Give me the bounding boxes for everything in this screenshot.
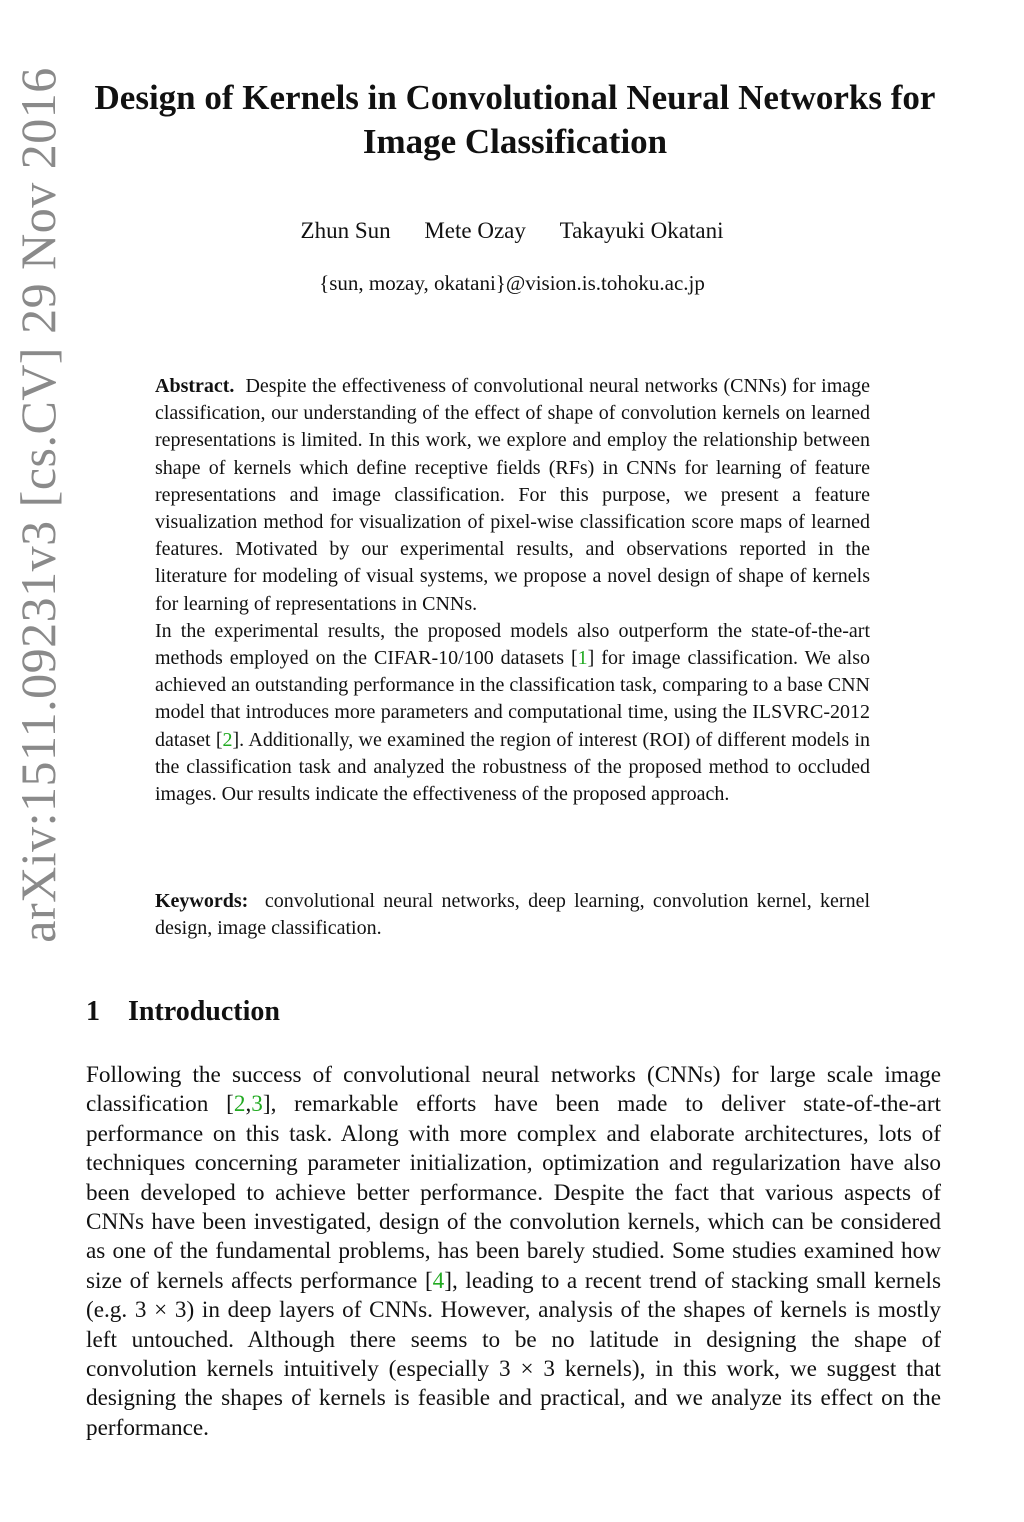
paper-title-line-2: Image Classification [362, 122, 668, 161]
section-heading-introduction [86, 992, 280, 1032]
abstract-paragraph-1 [155, 373, 870, 618]
section-title: Introduction [128, 996, 280, 1027]
author-list [0, 216, 1024, 246]
keywords-text: convolutional neural networks, deep learning, convolution kernel, kernel design, image classification. [155, 890, 871, 940]
introduction-paragraph [86, 1061, 941, 1443]
citation-link[interactable]: 4 [432, 1267, 445, 1294]
author-email: {sun, mozay, okatani}@vision.is.tohoku.ac.jp [319, 271, 705, 295]
arxiv-identifier-stamp: arXiv:1511.09231v3 [cs.CV] 29 Nov 2016 [10, 67, 66, 943]
citation-link[interactable]: 2 [233, 1091, 246, 1118]
abstract [155, 373, 870, 808]
citation-separator: , [245, 1091, 252, 1118]
keywords-label: Keywords: [155, 890, 249, 912]
citation-link[interactable]: 2 [222, 728, 233, 751]
abstract-text: ]. Additionally, we examined the region of interest (ROI) of different models in the classification task and analyzed the robustness of the proposed method to occluded images. Our results indicate the effectiveness of the proposed approach. [155, 728, 871, 806]
abstract-text: In the experimental results, the proposed models also outperform the state-of-the-art methods employed on the CIFAR-10/100 datasets [ [155, 619, 870, 670]
intro-text: ], remarkable efforts have been made to deliver state-of-the-art performance on this task. Along with more complex and elaborate architectures, lots of techniques concerning parameter initialization, optimization and regularization have also been developed to achieve better performance. Despite the fact that various aspects of CNNs have been investigated, design of the convolution kernels, which can be considered as one of the fundamental problems, has been barely studied. Some studies examined how size of kernels affects performance [ [86, 1091, 941, 1294]
citation-link[interactable]: 3 [251, 1091, 263, 1118]
abstract-label: Abstract. [155, 375, 235, 397]
abstract-text: Despite the effectiveness of convolutional neural networks (CNNs) for image classification, our understanding of the effect of shape of convolution kernels on learned representations is limited. In this work, we explore and employ the relationship between shape of kernels which define receptive fields (RFs) in CNNs for learning of feature representations and image classification. For this purpose, we present a feature visualization method for visualization of pixel-wise classification score maps of learned features. Motivated by our experimental results, and observations reported in the literature for modeling of visual systems, we propose a novel design of shape of kernels for learning of representations in CNNs. [155, 375, 871, 615]
author-name: Zhun Sun [300, 218, 391, 243]
abstract-paragraph-2 [155, 618, 870, 808]
intro-text: Following the success of convolutional neural networks (CNNs) for large scale image classification [ [86, 1062, 941, 1118]
paper-title-line-1: Design of Kernels in Convolutional Neural Networks for [94, 78, 936, 117]
author-name: Mete Ozay [424, 218, 526, 243]
paper-title [80, 76, 950, 164]
citation-link[interactable]: 1 [577, 647, 588, 670]
keywords [155, 888, 870, 942]
abstract-text: ] for image classification. We also achieved an outstanding performance in the classification task, comparing to a base CNN model that introduces more parameters and computational time, using the ILSVRC-2012 dataset [ [155, 647, 871, 751]
intro-text: ], leading to a recent trend of stacking small kernels (e.g. 3 × 3) in deep layers of CNNs. However, analysis of the shapes of kernels is mostly left untouched. Although there seems to be no latitude in designing the shape of convolution kernels intuitively (especially 3 × 3 kernels), in this work, we suggest that designing the shapes of kernels is feasible and practical, and we analyze its effect on the performance. [86, 1267, 942, 1441]
section-number: 1 [86, 996, 100, 1027]
author-name: Takayuki Okatani [559, 218, 724, 243]
